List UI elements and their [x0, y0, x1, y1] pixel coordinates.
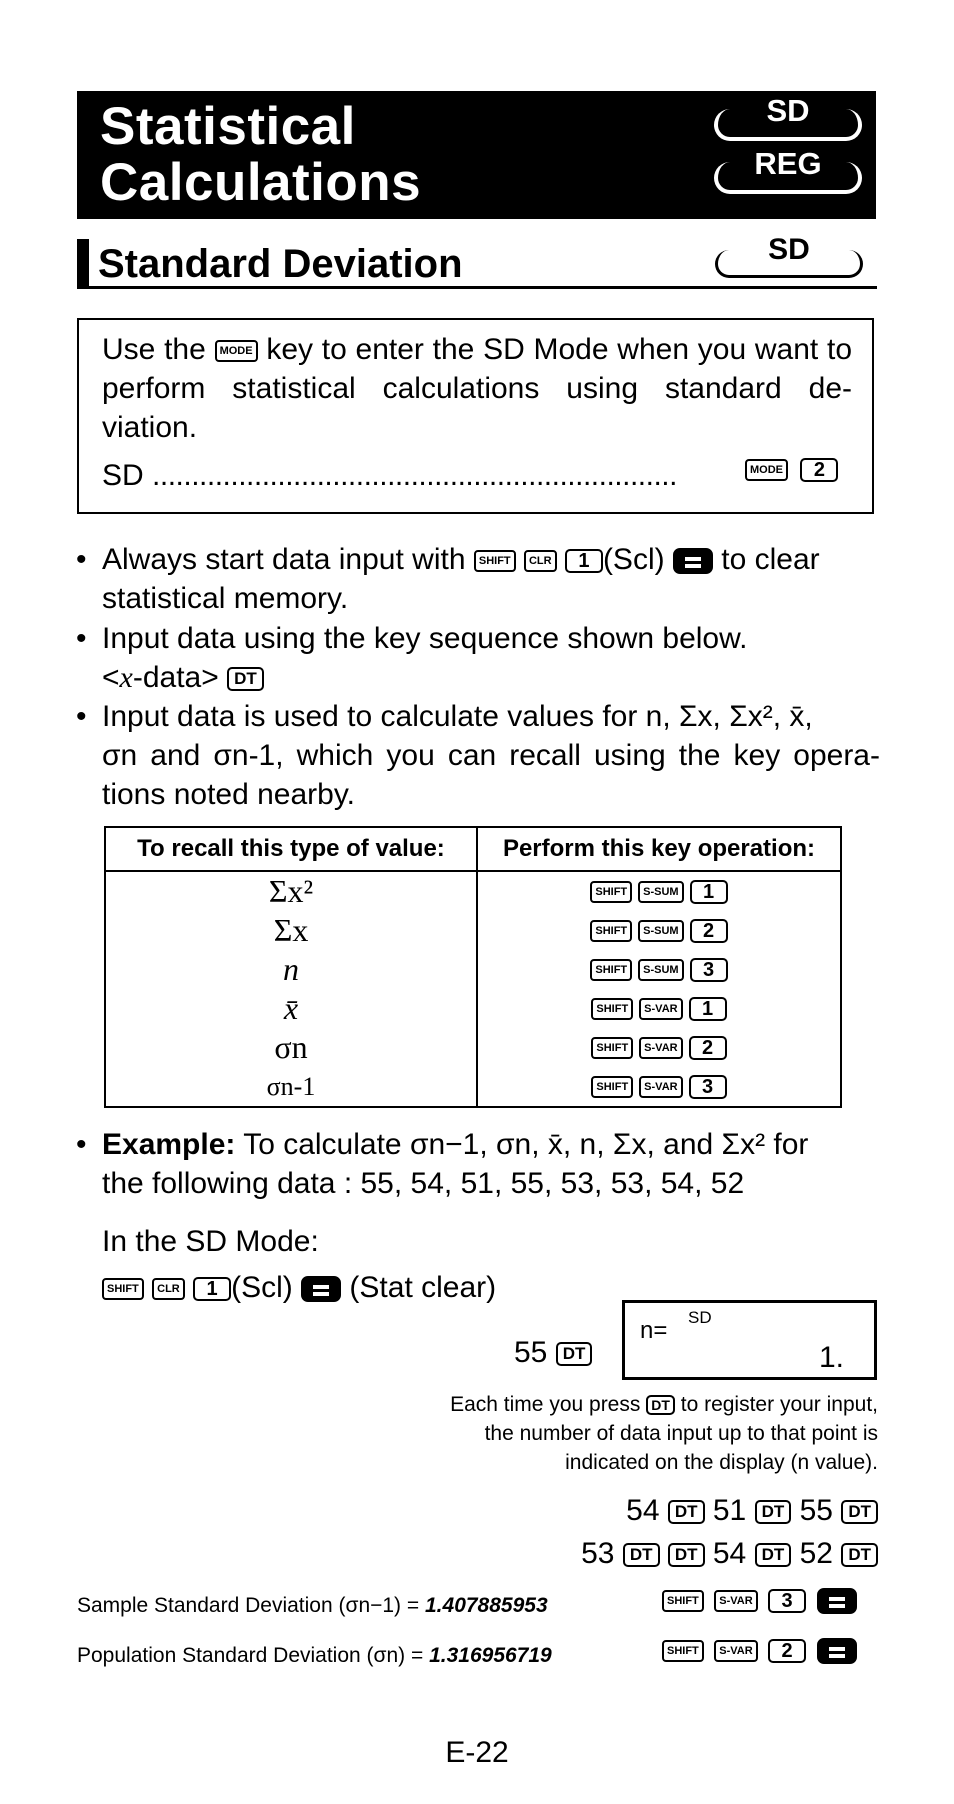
chapter-title-line2: Calculations [100, 153, 422, 212]
s-sum-key: S-SUM [638, 959, 683, 981]
shift-key: SHIFT [474, 550, 516, 572]
table-header-operation: Perform this key operation: [477, 827, 841, 871]
shift-key: SHIFT [591, 1037, 633, 1059]
s-var-key: S-VAR [639, 1037, 682, 1059]
dt-note [450, 1390, 878, 1477]
table-cell-keys [477, 950, 841, 989]
stat-clear-label: (Stat clear) [349, 1271, 497, 1304]
mode-badge-reg-label: REG [749, 146, 826, 181]
s-var-key: S-VAR [639, 998, 682, 1020]
shift-key: SHIFT [102, 1278, 144, 1300]
dt-key: DT [755, 1500, 792, 1524]
shift-key: SHIFT [662, 1590, 704, 1612]
s-var-key: S-VAR [714, 1640, 757, 1662]
key-3: 3 [690, 958, 728, 982]
shift-key: SHIFT [590, 959, 632, 981]
key-2: 2 [768, 1639, 806, 1663]
section-title: Standard Deviation [98, 242, 463, 286]
bullet1-line2: statistical memory. [102, 582, 349, 615]
dt-key: DT [668, 1543, 705, 1567]
display-value: 1. [818, 1341, 844, 1374]
section-bar [77, 239, 89, 289]
example-label: Example: [102, 1128, 236, 1161]
entry-value: 54 [712, 1537, 747, 1570]
entry-value: 55 [799, 1494, 833, 1527]
entry-value: 54 [626, 1494, 660, 1527]
table-row [105, 989, 841, 1028]
chapter-title-line1: Statistical [100, 97, 356, 156]
equals-key [817, 1638, 857, 1664]
table-cell-symbol: x̄ [105, 989, 477, 1028]
equals-key [817, 1588, 857, 1614]
key-1: 1 [193, 1277, 231, 1301]
sd-label: SD [102, 459, 144, 492]
mode-key: MODE [745, 459, 788, 481]
xdata-x: x [119, 661, 133, 694]
key-1: 1 [565, 549, 603, 573]
mode-key: MODE [215, 340, 258, 362]
table-row [105, 1028, 841, 1067]
dt-key: DT [227, 667, 264, 691]
table-row [105, 911, 841, 950]
entry-value: 55 [514, 1336, 548, 1369]
key-2: 2 [689, 1036, 727, 1060]
mode-badge-sd [714, 93, 862, 141]
sample-sd-value: 1.407885953 [425, 1594, 548, 1617]
info-text-a: Use the [102, 333, 206, 366]
population-sd-value: 1.316956719 [429, 1644, 552, 1667]
table-header-row [105, 827, 841, 871]
s-sum-key: S-SUM [638, 881, 683, 903]
mode-badge-sd-label: SD [761, 93, 814, 128]
dt-key: DT [841, 1500, 878, 1524]
entry-value: 51 [712, 1494, 747, 1527]
bullet-calculated-values: • Input data is used to calculate values for n, Σx, Σx², x̄, σn and σn-1, which you can recall using the key opera- tions noted nearby. [102, 697, 880, 814]
data-entry-sequence-2 [581, 1534, 878, 1573]
sd-leader-dots: ................................................................... [152, 459, 677, 492]
table-row [105, 1067, 841, 1107]
info-box [77, 318, 874, 514]
sd-mode-line [102, 456, 852, 495]
recall-table [104, 826, 842, 1108]
data-entry-sequence-1 [626, 1491, 878, 1530]
population-sd-keys [662, 1638, 857, 1664]
sample-sd-keys [662, 1588, 857, 1614]
mode-badge-reg [714, 146, 862, 194]
key-3: 3 [689, 1075, 727, 1099]
note-text-a: Each time you press [450, 1393, 641, 1416]
xdata-close: -data> [132, 661, 219, 694]
table-cell-keys [477, 1067, 841, 1107]
info-paragraph [102, 330, 852, 447]
scl-label: (Scl) [602, 543, 665, 576]
table-cell-symbol: Σx [105, 911, 477, 950]
bullet2-line1: Input data using the key sequence shown below. [102, 622, 748, 655]
table-cell-keys [477, 1028, 841, 1067]
section-mode-badge [715, 233, 863, 278]
s-var-key: S-VAR [639, 1076, 682, 1098]
dt-key: DT [623, 1543, 660, 1567]
key-1: 1 [689, 997, 727, 1021]
s-var-key: S-VAR [714, 1590, 757, 1612]
example-line1: To calculate σn−1, σn, x̄, n, Σx, and Σx² for [243, 1128, 809, 1161]
dt-key: DT [646, 1395, 675, 1415]
table-cell-symbol: σn [105, 1028, 477, 1067]
display-sd-indicator: SD [688, 1308, 712, 1327]
dt-key: DT [755, 1543, 792, 1567]
key-2: 2 [690, 919, 728, 943]
shift-key: SHIFT [591, 998, 633, 1020]
sd-mode-label: In the SD Mode: [102, 1225, 319, 1258]
table-row [105, 950, 841, 989]
key-1: 1 [690, 880, 728, 904]
entry-55 [514, 1333, 592, 1372]
entry-value: 53 [581, 1537, 615, 1570]
bullet-key-sequence: • Input data using the key sequence shown below. <x-data> DT [102, 619, 882, 697]
key-2: 2 [800, 458, 838, 482]
chapter-title [100, 99, 421, 211]
clr-key: CLR [152, 1278, 185, 1300]
bullet-example: • Example: To calculate σn−1, σn, x̄, n, Σx, and Σx² for the following data : 55, 54, 51, 55, 53, 53, 54, 52 [102, 1125, 880, 1203]
population-sd-result [77, 1641, 552, 1670]
shift-key: SHIFT [590, 920, 632, 942]
sd-key-sequence [745, 458, 838, 482]
shift-key: SHIFT [590, 881, 632, 903]
table-cell-symbol: σn-1 [105, 1067, 477, 1107]
example-line2: the following data : 55, 54, 51, 55, 53, 53, 54, 52 [102, 1167, 745, 1200]
bullet1-suffix: to clear [721, 543, 820, 576]
s-sum-key: S-SUM [638, 920, 683, 942]
clr-key: CLR [524, 550, 557, 572]
page-number: E-22 [445, 1736, 509, 1769]
info-text-b: key to enter the SD Mode when you want to perform statistical calculations using standard de-viation. [102, 333, 853, 444]
bullet1-text: Always start data input with [102, 543, 466, 576]
section-mode-label: SD [763, 233, 815, 266]
equals-key [301, 1276, 341, 1302]
equals-key [673, 548, 713, 574]
calculator-display [622, 1300, 877, 1380]
note-line2: the number of data input up to that point is [484, 1422, 878, 1445]
stat-clear-sequence [102, 1268, 496, 1307]
note-text-b: to register your input, [680, 1393, 878, 1416]
bullet-clear-memory: • Always start data input with SHIFT CLR 1 (Scl) to clear statistical memory. [102, 540, 882, 618]
shift-key: SHIFT [591, 1076, 633, 1098]
dt-key: DT [668, 1500, 705, 1524]
scl-label: (Scl) [231, 1271, 293, 1304]
bullet3-line2: σn and σn-1, which you can recall using the key opera- [102, 739, 880, 772]
table-cell-symbol: Σx² [105, 871, 477, 911]
dt-key: DT [556, 1342, 593, 1366]
bullet3-line1: Input data is used to calculate values for n, Σx, Σx², x̄, [102, 700, 813, 733]
chapter-header [77, 91, 876, 219]
table-cell-keys [477, 871, 841, 911]
key-3: 3 [768, 1589, 806, 1613]
note-line3: indicated on the display (n value). [565, 1451, 878, 1474]
table-cell-keys [477, 911, 841, 950]
table-row [105, 871, 841, 911]
table-cell-keys [477, 989, 841, 1028]
entry-value: 52 [799, 1537, 833, 1570]
sample-sd-label: Sample Standard Deviation (σn−1) = [77, 1594, 420, 1617]
display-label: n= [640, 1317, 668, 1344]
sample-sd-result [77, 1591, 548, 1620]
population-sd-label: Population Standard Deviation (σn) = [77, 1644, 424, 1667]
bullet3-line3: tions noted nearby. [102, 778, 355, 811]
table-header-value: To recall this type of value: [105, 827, 477, 871]
shift-key: SHIFT [662, 1640, 704, 1662]
table-cell-symbol: n [105, 950, 477, 989]
dt-key: DT [841, 1543, 878, 1567]
xdata-open: < [102, 661, 120, 694]
